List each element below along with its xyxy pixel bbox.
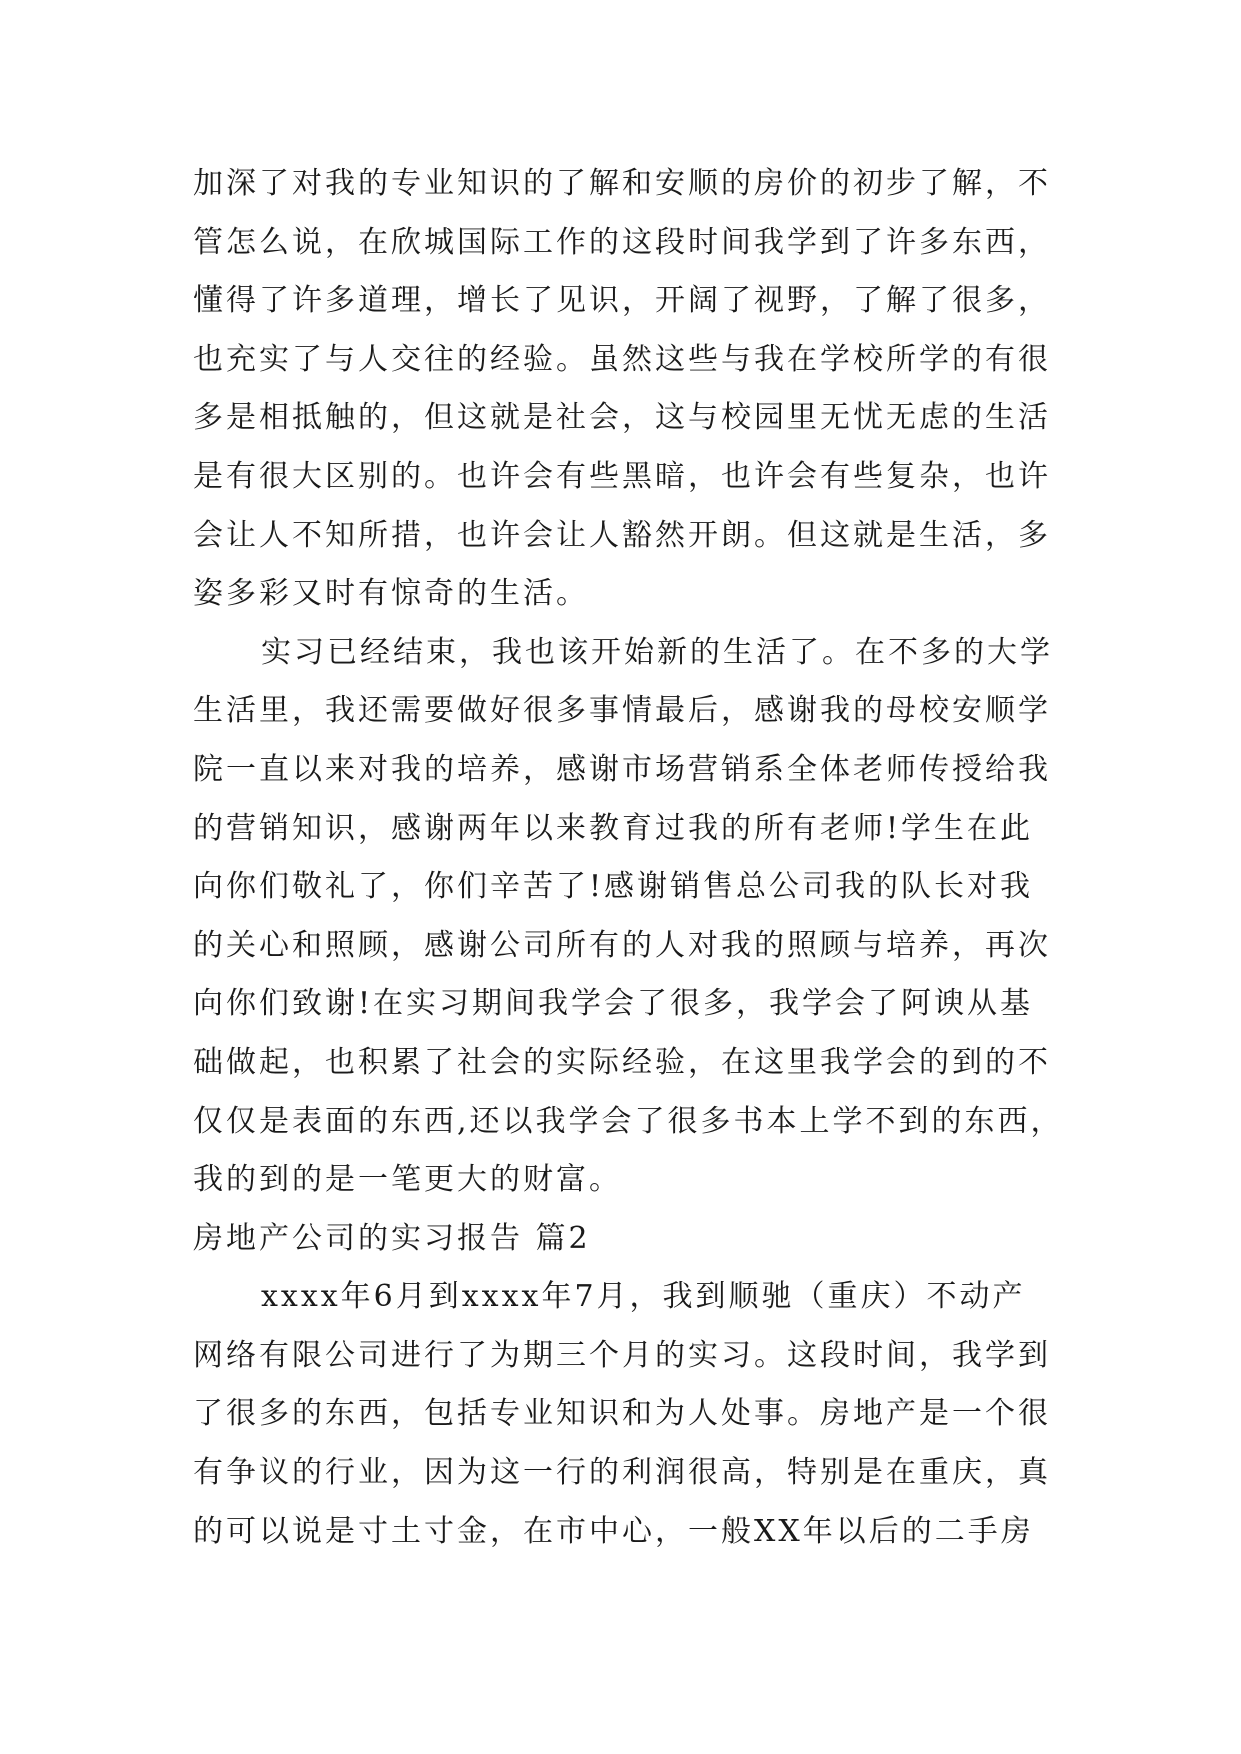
text-line: 管怎么说，在欣城国际工作的这段时间我学到了许多东西， (193, 224, 1051, 260)
text-line: 懂得了许多道理，增长了见识，开阔了视野，了解了很多， (193, 283, 1051, 319)
text-line: 我的到的是一笔更大的财富。 (193, 1162, 622, 1198)
text-line: 网络有限公司进行了为期三个月的实习。这段时间，我学到 (193, 1337, 1051, 1373)
section-heading: 房地产公司的实习报告 篇2 (193, 1220, 591, 1256)
text-line: 实习已经结束，我也该开始新的生活了。在不多的大学 (261, 634, 1053, 670)
text-line: xxxx年6月到xxxx年7月，我到顺驰（重庆）不动产 (261, 1279, 1026, 1315)
paragraph (193, 155, 1073, 624)
paragraph (193, 624, 1073, 1210)
text-line: 的关心和照顾，感谢公司所有的人对我的照顾与培养，再次 (193, 927, 1051, 963)
text-line: 多是相抵触的，但这就是社会，这与校园里无忧无虑的生活 (193, 400, 1051, 436)
text-line: 加深了对我的专业知识的了解和安顺的房价的初步了解，不 (193, 166, 1051, 201)
text-line: 的营销知识，感谢两年以来教育过我的所有老师!学生在此 (193, 810, 1034, 846)
text-line: 仅仅是表面的东西,还以我学会了很多书本上学不到的东西， (193, 1103, 1064, 1139)
text-line: 生活里，我还需要做好很多事情最后，感谢我的母校安顺学 (193, 693, 1051, 729)
text-line: 有争议的行业，因为这一行的利润很高，特别是在重庆，真 (193, 1455, 1051, 1491)
text-line: 的可以说是寸土寸金，在市中心，一般XX年以后的二手房 (193, 1513, 1034, 1549)
text-line: 也充实了与人交往的经验。虽然这些与我在学校所学的有很 (193, 341, 1051, 377)
text-line: 姿多彩又时有惊奇的生活。 (193, 576, 589, 612)
text-line: 院一直以来对我的培养，感谢市场营销系全体老师传授给我 (193, 751, 1051, 787)
text-line: 向你们敬礼了，你们辛苦了!感谢销售总公司我的队长对我 (193, 869, 1034, 905)
paragraph (193, 1268, 1073, 1561)
text-line: 是有很大区别的。也许会有些黑暗，也许会有些复杂，也许 (193, 458, 1051, 494)
document-body (193, 155, 1073, 1561)
text-line: 了很多的东西，包括专业知识和为人处事。房地产是一个很 (193, 1396, 1051, 1432)
text-line: 向你们致谢!在实习期间我学会了很多，我学会了阿谀从基 (193, 986, 1034, 1022)
text-line: 础做起，也积累了社会的实际经验，在这里我学会的到的不 (193, 1044, 1051, 1080)
text-line: 会让人不知所措，也许会让人豁然开朗。但这就是生活，多 (193, 517, 1051, 553)
